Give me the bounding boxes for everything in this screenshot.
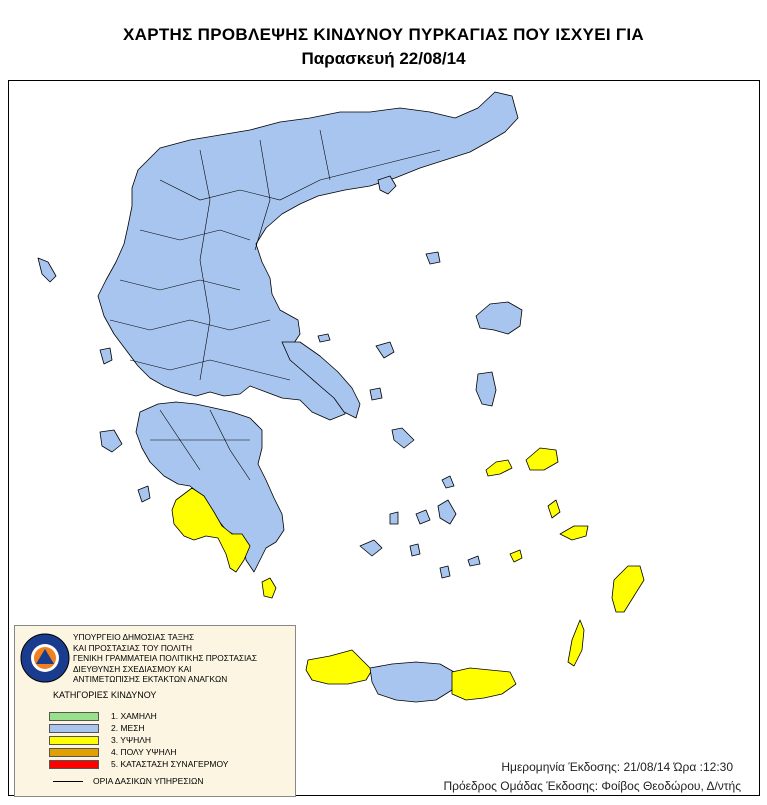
leros-island [548,500,560,518]
zakynthos-island [138,486,150,502]
naxos-island [438,500,456,524]
ikaria-island [486,460,512,476]
agency-name: ΥΠΟΥΡΓΕΙΟ ΔΗΜΟΣΙΑΣ ΤΑΞΗΣ ΚΑΙ ΠΡΟΣΤΑΣΙΑΣ ΤΟΥ ΠΟΛΙΤΗ ΓΕΝΙΚΗ ΓΡΑΜΜΑΤΕΙΑ ΠΟΛΙΤΙΚΗΣ ΠΡΟΣΤΑΣΙΑΣ ΔΙΕΥΘΥΝΣΗ ΣΧΕΔΙΑΣΜΟΥ ΚΑΙ ΑΝΤΙΜΕΤΩΠΙΣΗΣ ΕΚΤΑΚΤΩΝ ΑΝΑΓΚΩΝ [73,632,257,685]
skyros-island [370,388,382,400]
chios-island [476,372,496,406]
category-label: 4. ΠΟΛΥ ΥΨΗΛΗ [111,747,177,757]
andros-island [392,428,414,448]
mykonos-island [442,476,454,488]
karpathos-island [568,620,584,666]
santorini-island [440,566,450,578]
boundary-label: ΟΡΙΑ ΔΑΣΙΚΩΝ ΥΠΗΡΕΣΙΩΝ [93,776,204,786]
swatch-low [49,712,99,721]
swatch-very-high [49,748,99,757]
kythira-island [262,578,276,598]
boundary-line-sample [53,781,83,782]
rhodes-island [612,566,644,612]
samos-island [526,448,558,470]
sporades-island [318,334,330,342]
samothrace-island [426,252,440,264]
crete-middle [370,662,454,702]
map-title: ΧΑΡΤΗΣ ΠΡΟΒΛΕΨΗΣ ΚΙΝΔΥΝΟΥ ΠΥΡΚΑΓΙΑΣ ΠΟΥ ΙΣΧΥΕΙ ΓΙΑ [122,25,644,44]
swatch-medium [49,724,99,733]
category-label: 5. ΚΑΤΑΣΤΑΣΗ ΣΥΝΑΓΕΡΜΟΥ [111,759,229,769]
milos-island [360,540,382,556]
issuer: Πρόεδρος Ομάδας Έκδοσης: Φοίβος Θεοδώρου, Δ/ντής [443,779,741,793]
swatch-high [49,736,99,745]
map-date: Παρασκευή 22/08/14 [301,49,466,68]
category-label: 3. ΥΨΗΛΗ [111,735,152,745]
swatch-alarm [49,760,99,769]
paros-island [416,510,430,524]
kefalonia-island [100,430,122,452]
corfu-island [38,258,56,282]
category-label: 1. ΧΑΜΗΛΗ [111,711,157,721]
kos-island [560,526,588,540]
kalymnos-island [510,550,522,562]
syros-island [390,512,398,524]
category-label: 2. ΜΕΣΗ [111,723,145,733]
amorgos-island [468,556,480,566]
lesvos-island [476,302,522,334]
peloponnese-region [136,402,284,572]
lefkada-island [100,348,112,364]
categories-title: ΚΑΤΗΓΟΡΙΕΣ ΚΙΝΔΥΝΟΥ [53,690,157,700]
crete-east [452,668,516,700]
limnos-island [376,342,394,358]
crete-west [306,650,372,684]
legend-panel [14,625,296,797]
ios-island [410,544,420,556]
civil-protection-logo [19,632,71,684]
issue-date: Ημερομηνία Έκδοσης: 21/08/14 Ώρα :12:30 [501,760,733,774]
